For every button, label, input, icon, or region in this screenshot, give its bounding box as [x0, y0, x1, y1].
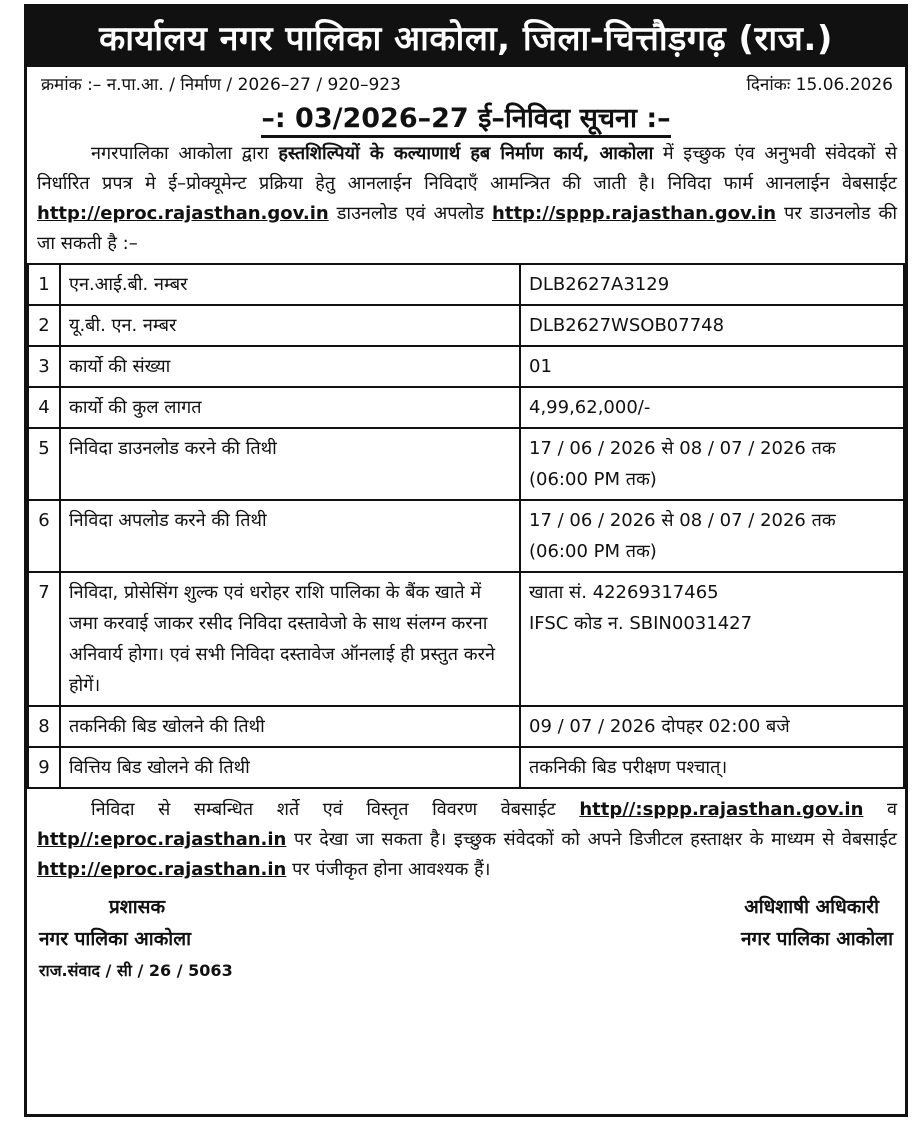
- sppp-link[interactable]: http://sppp.rajasthan.gov.in: [492, 203, 777, 224]
- eproc-footer-link[interactable]: http//:eproc.rajasthan.in: [37, 829, 287, 850]
- tender-details-table: [27, 263, 905, 789]
- row-value: [520, 572, 904, 706]
- executive-officer-title: अधिशाषी अधिकारी: [744, 896, 879, 918]
- ifsc-code: IFSC कोड न. SBIN0031427: [529, 613, 753, 634]
- row-value: 01: [520, 346, 904, 387]
- row-label: वित्तिय बिड खोलने की तिथी: [60, 747, 520, 788]
- executive-officer-signature: [741, 891, 893, 987]
- table-row: [28, 747, 904, 788]
- row-number: 4: [28, 387, 60, 428]
- row-number: 7: [28, 572, 60, 706]
- table-row: [28, 305, 904, 346]
- row-value: 17 / 06 / 2026 से 08 / 07 / 2026 तक (06:00 PM तक): [520, 428, 904, 500]
- work-name: हस्तशिल्पियों के कल्याणार्थ हब निर्माण कार्य, आकोला: [278, 143, 654, 164]
- administrator-title: प्रशासक: [109, 896, 166, 918]
- intro-text-1: नगरपालिका आकोला द्वारा: [91, 143, 279, 164]
- table-row: [28, 706, 904, 747]
- row-number: 6: [28, 500, 60, 572]
- row-number: 3: [28, 346, 60, 387]
- row-value: 4,99,62,000/-: [520, 387, 904, 428]
- sppp-footer-link[interactable]: http//:sppp.rajasthan.gov.in: [579, 799, 864, 820]
- row-label: तकनिकी बिड खोलने की तिथी: [60, 706, 520, 747]
- row-label: कार्यो की संख्या: [60, 346, 520, 387]
- table-row: [28, 387, 904, 428]
- row-number: 1: [28, 264, 60, 305]
- reference-line: [27, 67, 905, 99]
- row-value: तकनिकी बिड परीक्षण पश्चात्।: [520, 747, 904, 788]
- footer-paragraph: [27, 789, 905, 885]
- bank-account-number: खाता सं. 42269317465: [529, 582, 719, 603]
- table-row: [28, 428, 904, 500]
- eproc-register-link[interactable]: http://eproc.rajasthan.in: [37, 859, 287, 880]
- row-label: यू.बी. एन. नम्बर: [60, 305, 520, 346]
- signature-block: [27, 885, 905, 987]
- row-value: DLB2627A3129: [520, 264, 904, 305]
- row-value: 09 / 07 / 2026 दोपहर 02:00 बजे: [520, 706, 904, 747]
- reference-number: क्रमांक :– न.पा.आ. / निर्माण / 2026–27 / 920–923: [41, 74, 401, 95]
- executive-officer-org: नगर पालिका आकोला: [740, 928, 893, 950]
- footer-text-1: निविदा से सम्बन्धित शर्ते एवं विस्तृत विवरण वेबसाईट: [91, 799, 580, 820]
- tender-notice: [24, 4, 908, 1117]
- eproc-link[interactable]: http://eproc.rajasthan.gov.in: [37, 203, 329, 224]
- administrator-org: नगर पालिका आकोला: [39, 928, 192, 950]
- row-number: 9: [28, 747, 60, 788]
- row-number: 8: [28, 706, 60, 747]
- notice-date: दिनांकः 15.06.2026: [746, 74, 893, 95]
- row-label: निविदा अपलोड करने की तिथी: [60, 500, 520, 572]
- table-row: [28, 346, 904, 387]
- intro-paragraph: [27, 139, 905, 259]
- row-value: DLB2627WSOB07748: [520, 305, 904, 346]
- table-row: [28, 500, 904, 572]
- row-label: एन.आई.बी. नम्बर: [60, 264, 520, 305]
- notice-title: –: 03/2026–27 ई–निविदा सूचना :–: [27, 99, 905, 139]
- row-label: कार्यो की कुल लागत: [60, 387, 520, 428]
- table-row: [28, 572, 904, 706]
- office-title: कार्यालय नगर पालिका आकोला, जिला-चित्तौड़गढ़ (राज.): [99, 19, 833, 59]
- intro-text-3: डाउनलोड एवं अपलोड: [328, 203, 493, 224]
- intro-text-2: में इच्छुक एंव अनुभवी संवेदकों से निर्धारित प्रपत्र मे ई–प्रोक्यूमेन्ट प्रक्रिया हेतु आनलाईन निविदाएँ आमन्त्रित की जाती है। निविदा फार्म आनलाईन वेबसाईट: [37, 143, 897, 194]
- publication-code: राज.संवाद / सी / 26 / 5063: [39, 961, 233, 980]
- row-number: 5: [28, 428, 60, 500]
- row-value: 17 / 06 / 2026 से 08 / 07 / 2026 तक (06:00 PM तक): [520, 500, 904, 572]
- office-header: [27, 7, 905, 67]
- row-label: निविदा डाउनलोड करने की तिथी: [60, 428, 520, 500]
- footer-text-4: पर पंजीकृत होना आवश्यक हैं।: [286, 859, 491, 880]
- footer-text-2: व: [863, 799, 897, 820]
- intro-text-4: पर डाउनलोड की जा सकती है :–: [37, 203, 897, 254]
- row-label: निविदा, प्रोसेसिंग शुल्क एवं धरोहर राशि पालिका के बैंक खाते में जमा करवाई जाकर रसीद निविदा दस्तावेजो के साथ संलग्न करना अनिवार्य होगा। एवं सभी निविदा दस्तावेज ऑनलाई ही प्रस्तुत करने होगें।: [60, 572, 520, 706]
- row-number: 2: [28, 305, 60, 346]
- administrator-signature: [39, 891, 233, 987]
- table-row: [28, 264, 904, 305]
- footer-text-3: पर देखा जा सकता है। इच्छुक संवेदकों को अपने डिजीटल हस्ताक्षर के माध्यम से वेबसाईट: [286, 829, 897, 850]
